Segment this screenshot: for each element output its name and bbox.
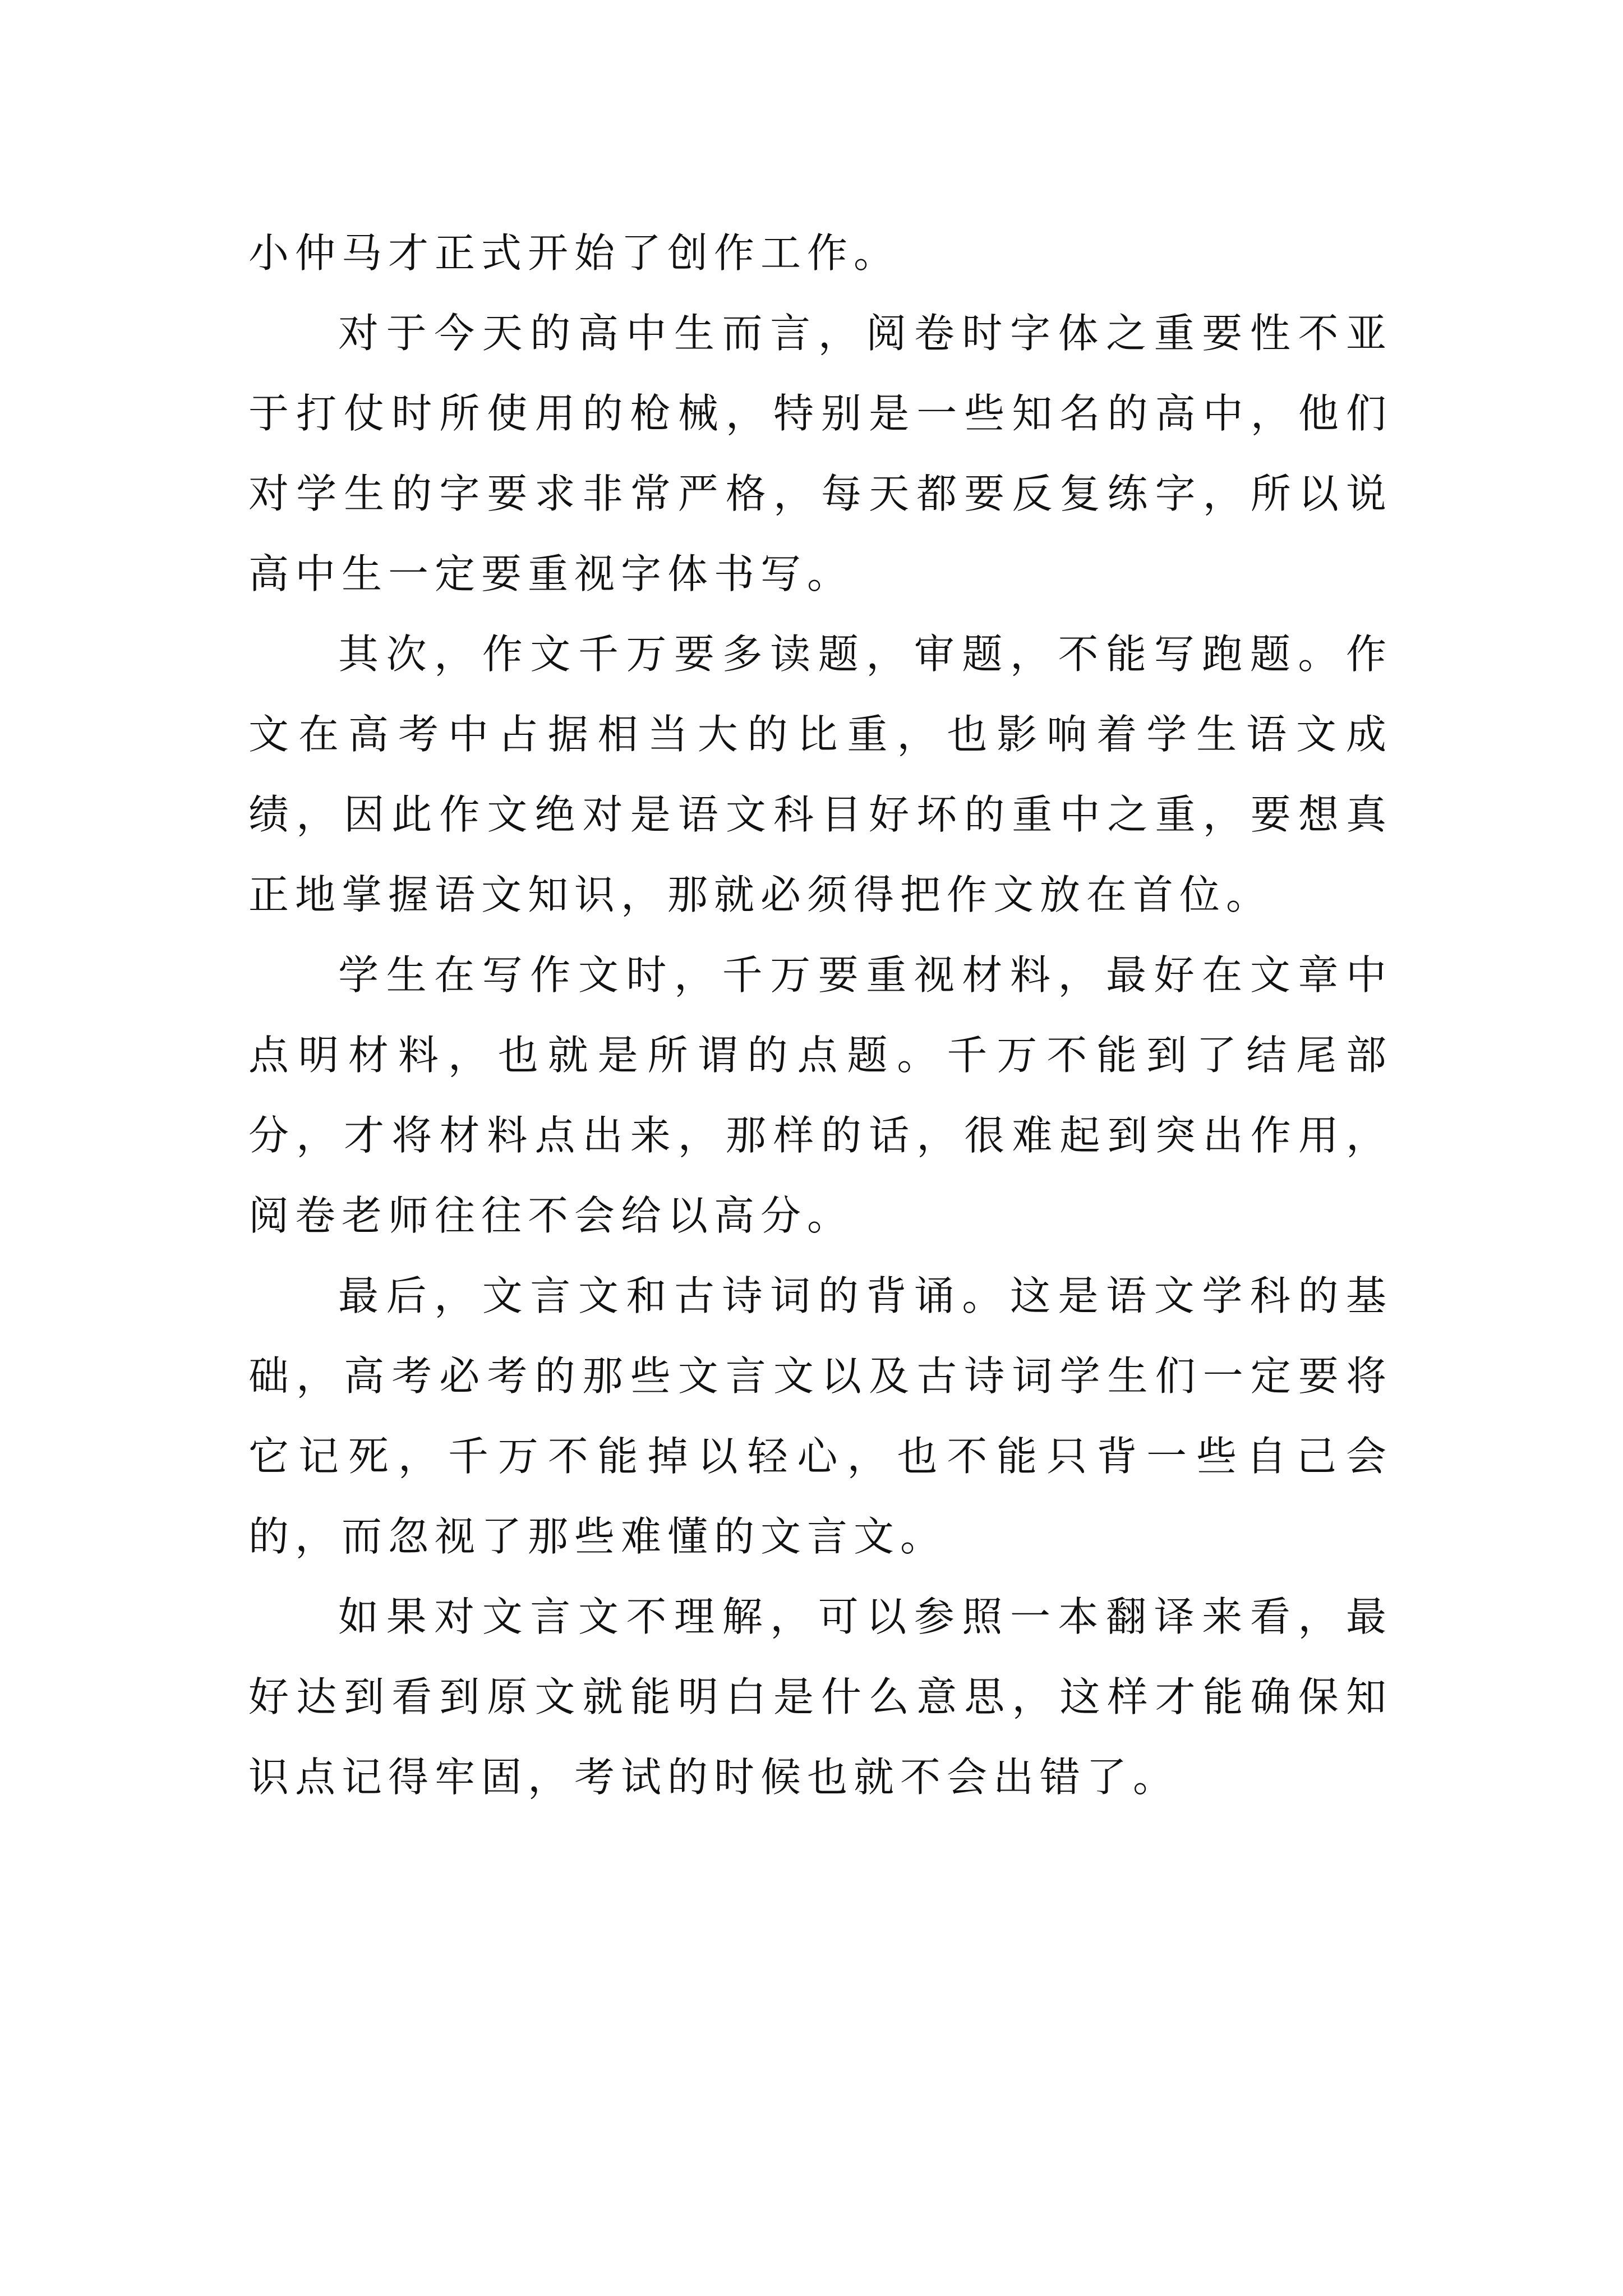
paragraph-essay-material: 学生在写作文时，千万要重视材料，最好在文章中点明材料，也就是所谓的点题。千万不能到了结尾部分，才将材料点出来，那样的话，很难起到突出作用，阅卷老师往往不会给以高分。	[248, 951, 1393, 1239]
paragraph-classical-translation: 如果对文言文不理解，可以参照一本翻译来看，最好达到看到原文就能明白是什么意思，这样才能确保知识点记得牢固，考试的时候也就不会出错了。	[248, 1593, 1393, 1801]
paragraph-essay-topic: 其次，作文千万要多读题，审题，不能写跑题。作文在高考中占据相当大的比重，也影响着学生语文成绩，因此作文绝对是语文科目好坏的重中之重，要想真正地掌握语文知识，那就必须得把作文放在首位。	[248, 631, 1393, 918]
paragraph-continuation: 小仲马才正式开始了创作工作。	[248, 229, 901, 277]
paragraph-handwriting: 对于今天的高中生而言，阅卷时字体之重要性不亚于打仗时所使用的枪械，特别是一些知名的高中，他们对学生的字要求非常严格，每天都要反复练字，所以说高中生一定要重视字体书写。	[248, 310, 1393, 597]
document-body	[248, 213, 1393, 1818]
paragraph-classical-recitation: 最后，文言文和古诗词的背诵。这是语文学科的基础，高考必考的那些文言文以及古诗词学生们一定要将它记死，千万不能掉以轻心，也不能只背一些自己会的，而忽视了那些难懂的文言文。	[248, 1272, 1393, 1560]
